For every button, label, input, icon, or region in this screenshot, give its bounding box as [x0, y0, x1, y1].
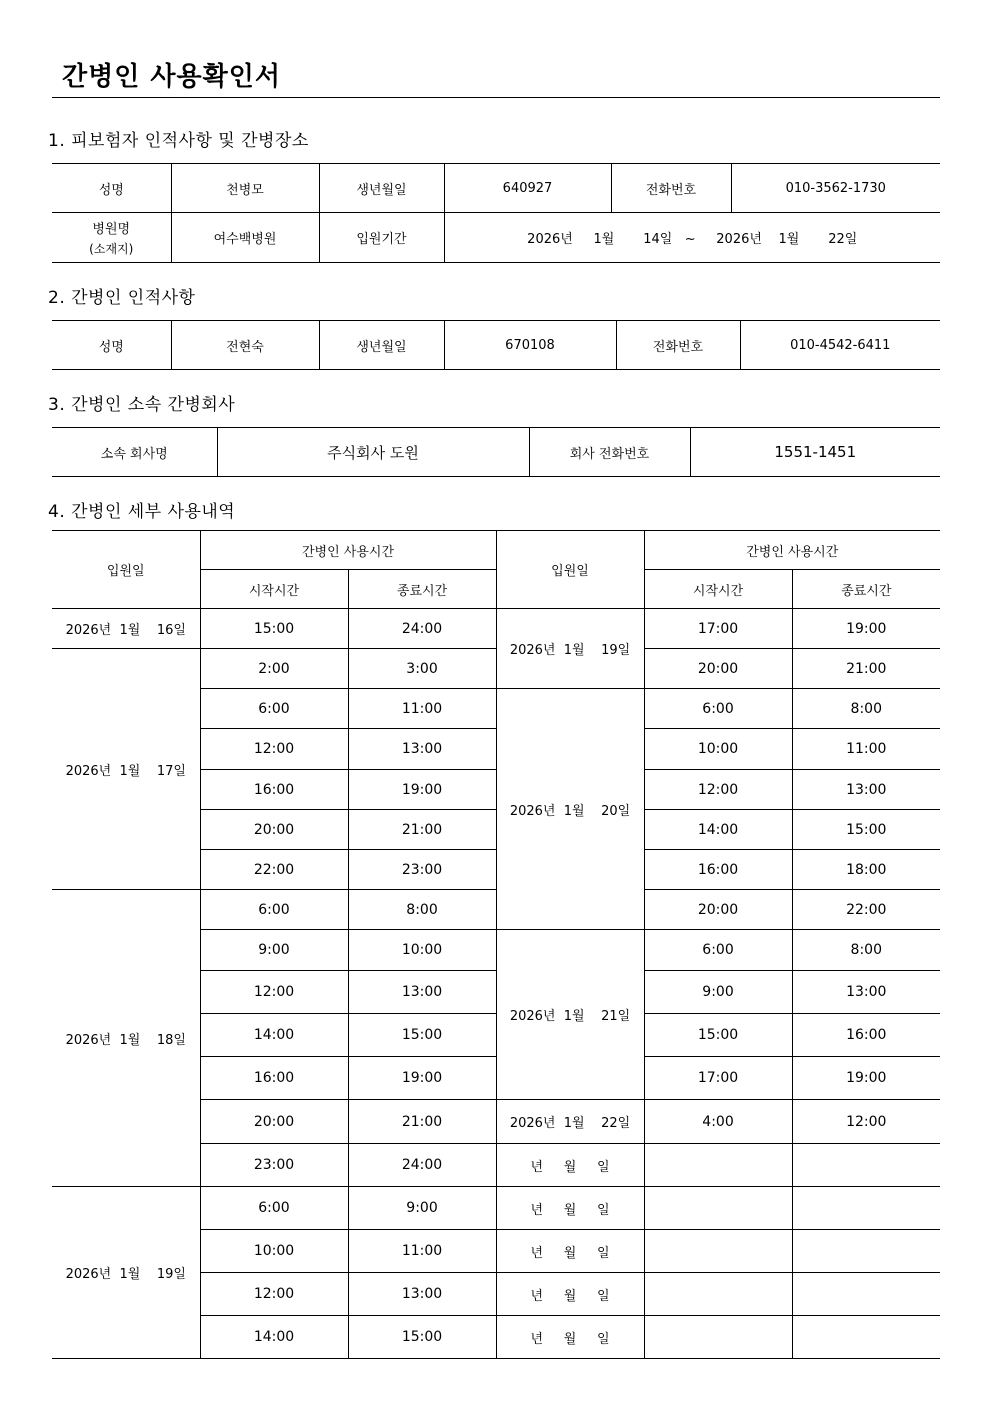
- right-end-time: [792, 1230, 940, 1273]
- right-start-time: 15:00: [644, 1014, 792, 1057]
- company-phone-label: 회사 전화번호: [529, 428, 690, 477]
- left-end-time: 10:00: [348, 930, 496, 971]
- left-start-time: 6:00: [200, 689, 348, 729]
- right-admit-date: 년 월 일: [496, 1273, 644, 1316]
- left-start-time: 6:00: [200, 1187, 348, 1230]
- right-start-header: 시작시간: [644, 570, 792, 609]
- left-start-time: 12:00: [200, 971, 348, 1014]
- right-start-time: 6:00: [644, 689, 792, 729]
- left-start-time: 20:00: [200, 1100, 348, 1144]
- right-start-time: 14:00: [644, 810, 792, 850]
- right-start-time: [644, 1316, 792, 1359]
- caregiver-phone-label: 전화번호: [616, 321, 740, 370]
- left-start-header: 시작시간: [200, 570, 348, 609]
- company-name: 주식회사 도원: [217, 428, 529, 477]
- right-end-time: [792, 1273, 940, 1316]
- right-start-time: 20:00: [644, 649, 792, 689]
- left-start-time: 20:00: [200, 810, 348, 850]
- left-end-header: 종료시간: [348, 570, 496, 609]
- left-start-time: 14:00: [200, 1316, 348, 1359]
- usage-detail-table: [52, 530, 940, 1359]
- left-end-time: 13:00: [348, 971, 496, 1014]
- section2-heading: 2. 간병인 인적사항: [48, 288, 196, 308]
- right-end-time: 19:00: [792, 1057, 940, 1100]
- left-start-time: 6:00: [200, 890, 348, 930]
- left-start-time: 10:00: [200, 1230, 348, 1273]
- left-end-time: 13:00: [348, 1273, 496, 1316]
- right-end-time: 19:00: [792, 609, 940, 649]
- left-end-time: 15:00: [348, 1316, 496, 1359]
- left-start-time: 14:00: [200, 1014, 348, 1057]
- left-admit-date: 2026년 1월 19일: [52, 1187, 200, 1359]
- right-start-time: [644, 1187, 792, 1230]
- admission-period: 2026년 1월 14일 ~ 2026년 1월 22일: [444, 213, 940, 263]
- section4-heading: 4. 간병인 세부 사용내역: [48, 502, 236, 522]
- left-start-time: 15:00: [200, 609, 348, 649]
- caregiver-phone: 010-4542-6411: [740, 321, 940, 370]
- right-admit-date: 년 월 일: [496, 1144, 644, 1187]
- right-end-time: [792, 1144, 940, 1187]
- insured-phone-label: 전화번호: [611, 164, 731, 213]
- right-end-time: 21:00: [792, 649, 940, 689]
- left-end-time: 3:00: [348, 649, 496, 689]
- right-start-time: [644, 1273, 792, 1316]
- right-end-time: 8:00: [792, 930, 940, 971]
- right-end-time: [792, 1316, 940, 1359]
- left-start-time: 12:00: [200, 729, 348, 770]
- left-end-time: 11:00: [348, 689, 496, 729]
- left-admit-date: 2026년 1월 16일: [52, 609, 200, 649]
- left-end-time: 21:00: [348, 1100, 496, 1144]
- right-start-time: 17:00: [644, 609, 792, 649]
- left-end-time: 9:00: [348, 1187, 496, 1230]
- right-end-time: 22:00: [792, 890, 940, 930]
- right-end-time: 15:00: [792, 810, 940, 850]
- right-admit-date: 년 월 일: [496, 1187, 644, 1230]
- left-end-time: 24:00: [348, 609, 496, 649]
- right-start-time: 16:00: [644, 850, 792, 890]
- caregiver-birth-label: 생년월일: [319, 321, 444, 370]
- title-underline: [52, 97, 940, 98]
- company-name-label: 소속 회사명: [52, 428, 217, 477]
- insured-name-label: 성명: [52, 164, 171, 213]
- right-start-time: 4:00: [644, 1100, 792, 1144]
- insured-name: 천병모: [171, 164, 319, 213]
- right-start-time: 9:00: [644, 971, 792, 1014]
- right-admit-date: 2026년 1월 22일: [496, 1100, 644, 1144]
- left-end-time: 13:00: [348, 729, 496, 770]
- insured-birth-label: 생년월일: [319, 164, 444, 213]
- admission-period-label: 입원기간: [319, 213, 444, 263]
- left-start-time: 16:00: [200, 770, 348, 810]
- left-admit-header: 입원일: [52, 531, 200, 609]
- insured-birth: 640927: [444, 164, 611, 213]
- right-end-header: 종료시간: [792, 570, 940, 609]
- right-end-time: 13:00: [792, 770, 940, 810]
- right-admit-date: 2026년 1월 19일: [496, 609, 644, 689]
- right-start-time: 17:00: [644, 1057, 792, 1100]
- hospital-label: 병원명: [92, 222, 131, 237]
- left-start-time: 2:00: [200, 649, 348, 689]
- right-end-time: 13:00: [792, 971, 940, 1014]
- left-start-time: 9:00: [200, 930, 348, 971]
- document-title: 간병인 사용확인서: [62, 62, 281, 92]
- left-start-time: 23:00: [200, 1144, 348, 1187]
- table-row: [52, 609, 940, 649]
- right-usage-header: 간병인 사용시간: [644, 531, 940, 570]
- left-usage-header: 간병인 사용시간: [200, 531, 496, 570]
- left-end-time: 19:00: [348, 1057, 496, 1100]
- left-admit-date: 2026년 1월 18일: [52, 890, 200, 1187]
- company-info-table: [52, 427, 940, 477]
- table-row: [52, 1187, 940, 1230]
- section1-heading: 1. 피보험자 인적사항 및 간병장소: [48, 131, 309, 151]
- right-end-time: 18:00: [792, 850, 940, 890]
- left-start-time: 22:00: [200, 850, 348, 890]
- left-end-time: 15:00: [348, 1014, 496, 1057]
- left-end-time: 8:00: [348, 890, 496, 930]
- left-end-time: 23:00: [348, 850, 496, 890]
- insured-phone: 010-3562-1730: [731, 164, 940, 213]
- right-admit-date: 년 월 일: [496, 1316, 644, 1359]
- company-phone: 1551-1451: [690, 428, 940, 477]
- caregiver-name-label: 성명: [52, 321, 171, 370]
- right-start-time: 12:00: [644, 770, 792, 810]
- left-start-time: 12:00: [200, 1273, 348, 1316]
- hospital-name: 여수백병원: [171, 213, 319, 263]
- right-end-time: [792, 1187, 940, 1230]
- right-start-time: 10:00: [644, 729, 792, 770]
- caregiver-birth: 670108: [444, 321, 616, 370]
- caregiver-name: 전현숙: [171, 321, 319, 370]
- right-end-time: 8:00: [792, 689, 940, 729]
- caregiver-info-table: [52, 320, 940, 370]
- left-end-time: 11:00: [348, 1230, 496, 1273]
- right-start-time: 6:00: [644, 930, 792, 971]
- left-start-time: 16:00: [200, 1057, 348, 1100]
- right-admit-header: 입원일: [496, 531, 644, 609]
- right-admit-date: 년 월 일: [496, 1230, 644, 1273]
- right-end-time: 12:00: [792, 1100, 940, 1144]
- hospital-label-cell: [52, 213, 171, 263]
- right-end-time: 16:00: [792, 1014, 940, 1057]
- right-admit-date: 2026년 1월 20일: [496, 689, 644, 930]
- left-end-time: 24:00: [348, 1144, 496, 1187]
- left-end-time: 19:00: [348, 770, 496, 810]
- right-admit-date: 2026년 1월 21일: [496, 930, 644, 1100]
- right-end-time: 11:00: [792, 729, 940, 770]
- hospital-location-label: (소재지): [89, 242, 134, 256]
- right-start-time: 20:00: [644, 890, 792, 930]
- left-admit-date: 2026년 1월 17일: [52, 649, 200, 890]
- right-start-time: [644, 1144, 792, 1187]
- section3-heading: 3. 간병인 소속 간병회사: [48, 395, 236, 415]
- left-end-time: 21:00: [348, 810, 496, 850]
- insured-info-table: [52, 163, 940, 263]
- right-start-time: [644, 1230, 792, 1273]
